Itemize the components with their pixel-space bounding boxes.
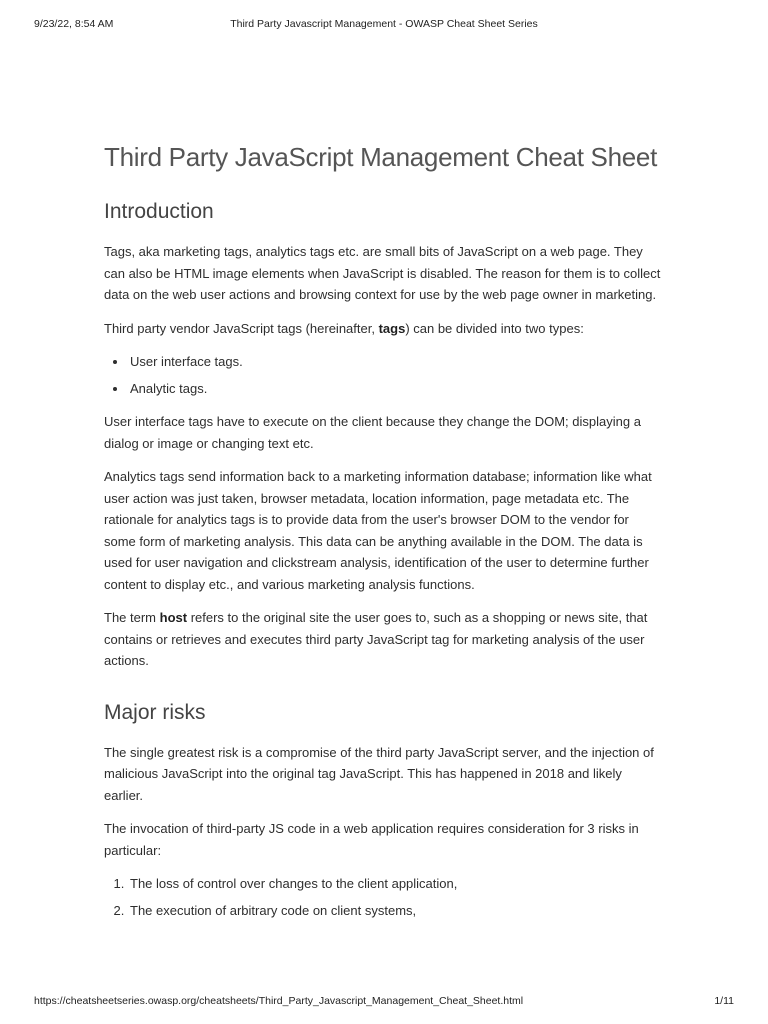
section-heading-introduction: Introduction <box>104 200 214 223</box>
intro-p5-text-end: refers to the original site the user goes to, such as a shopping or news site, that contains or retrieves and executes third party JavaScript tag for marketing analysis of the user actions. <box>104 610 648 668</box>
intro-p5-text-start: The term <box>104 610 160 625</box>
risks-paragraph-1: The single greatest risk is a compromise of the third party JavaScript server, and the injection of malicious JavaScript into the original tag JavaScript. This has happened in 2018 and likely earlier. <box>104 744 654 803</box>
list-item: 1. The loss of control over changes to the client application, <box>128 873 664 895</box>
print-datetime: 9/23/22, 8:54 AM <box>34 18 114 30</box>
section-major-risks <box>104 698 664 922</box>
page-title: Third Party JavaScript Management Cheat Sheet <box>104 142 658 172</box>
list-item: • Analytic tags. <box>128 378 664 400</box>
print-page-number: 1/11 <box>714 995 734 1007</box>
risks-list <box>104 873 664 921</box>
intro-paragraph-4: Analytics tags send information back to a marketing information database; information like what user action was just taken, browser metadata, location information, page metadata etc. The rationale for analytics tags is to provide data from the user's browser DOM to the vendor for some form of marketing analysis. This data can be anything available in the DOM. The data is used for user navigation and clickstream analysis, identification of the user to determine further content to display etc., and various marketing analysis functions. <box>104 469 652 592</box>
section-heading-major-risks: Major risks <box>104 700 206 724</box>
intro-p2-text-end: ) can be divided into two types: <box>405 320 584 336</box>
intro-paragraph-1: Tags, aka marketing tags, analytics tags etc. are small bits of JavaScript on a web page. They can also be HTML image elements when JavaScript is disabled. The reason for them is to collect data on the web user actions and browsing context for use by the web page owner in marketing. <box>104 244 661 302</box>
print-page-title: Third Party Javascript Management - OWASP Cheat Sheet Series <box>230 18 538 30</box>
intro-p2-text-start: Third party vendor JavaScript tags (hereinafter, <box>104 320 379 336</box>
print-footer <box>34 995 734 1011</box>
term-tags: tags <box>378 320 406 336</box>
list-item: • User interface tags. <box>128 351 664 373</box>
section-introduction <box>104 197 664 672</box>
risks-paragraph-2: The invocation of third-party JS code in a web application requires consideration for 3 risks in particular: <box>104 821 639 858</box>
term-host: host <box>159 610 188 625</box>
article-content <box>104 136 664 933</box>
print-header <box>34 18 734 34</box>
print-url: https://cheatsheetseries.owasp.org/cheatsheets/Third_Party_Javascript_Management_Cheat_Sheet.html <box>34 995 524 1007</box>
tag-types-list <box>104 351 664 399</box>
intro-paragraph-5 <box>104 607 664 672</box>
intro-paragraph-2 <box>104 318 664 340</box>
list-item: 2. The execution of arbitrary code on client systems, <box>128 900 664 922</box>
intro-paragraph-3: User interface tags have to execute on the client because they change the DOM; displaying a dialog or image or changing text etc. <box>104 414 641 451</box>
